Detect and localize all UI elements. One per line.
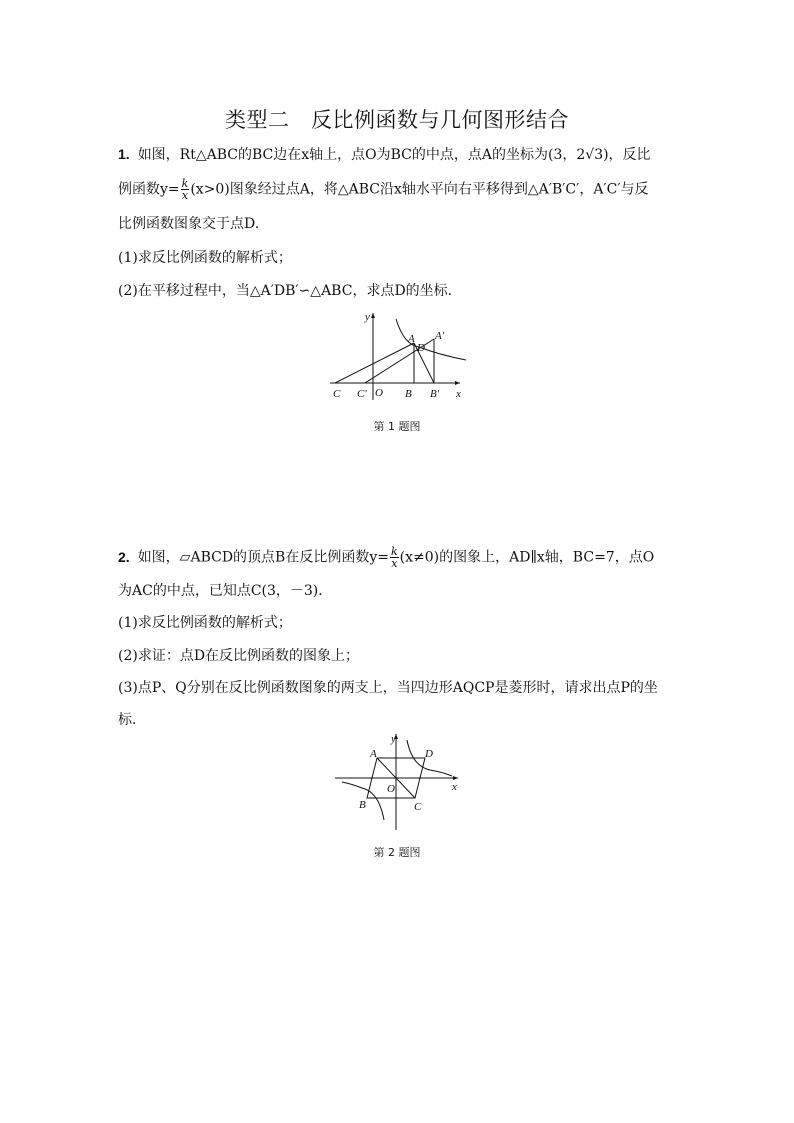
- q2-number: 2.: [118, 548, 130, 565]
- q1-fraction: [181, 178, 190, 201]
- q2-text-2: 为AC的中点，已知点C(3，－3)．: [118, 583, 333, 599]
- q1-label-A: A: [408, 333, 415, 345]
- q2-figure: [330, 730, 465, 833]
- q2-part1: (1)求反比例函数的解析式；: [118, 615, 292, 631]
- q1-label-C: C: [333, 388, 341, 400]
- q2-fraction: [390, 546, 399, 569]
- q1-label-B: B: [405, 388, 412, 400]
- q2-text-1a: 如图，▱ABCD的顶点B在反比例函数y=: [137, 549, 389, 566]
- q2-label-D: D: [425, 748, 433, 760]
- q1-x-arrow: [455, 381, 460, 385]
- q1-label-y: y: [365, 311, 370, 323]
- section-title: 类型二 反比例函数与几何图形结合: [225, 108, 569, 132]
- q1-figure: [320, 305, 470, 405]
- q2-frac-den: x: [391, 557, 398, 570]
- q1-label-A1: A′: [435, 330, 445, 342]
- q1-part1: (1)求反比例函数的解析式；: [118, 250, 292, 266]
- q2-x-arrow: [453, 776, 458, 780]
- q1-text-1: 如图，Rt△ABC的BC边在x轴上，点O为BC的中点，点A的坐标为(3，2√3)，反比: [137, 147, 651, 163]
- q1-frac-num: k: [181, 177, 189, 190]
- q2-label-C: C: [414, 801, 422, 813]
- q1-number: 1.: [118, 146, 130, 162]
- q1-hyperbola: [396, 319, 466, 360]
- q2-part3b: 标．: [118, 712, 146, 728]
- q1-line2: [118, 178, 649, 201]
- q2-label-x: x: [452, 781, 457, 793]
- q2-figure-caption: 第 2 题图: [373, 846, 421, 859]
- q2-text-1b: (x≠0)的图象上，AD∥x轴，BC=7，点O: [399, 549, 655, 566]
- q1-figure-caption: 第 1 题图: [373, 420, 421, 433]
- q1-y-arrow: [371, 313, 375, 318]
- q1-text-2b: (x>0)图象经过点A，将△ABC沿x轴水平向右平移得到△A′B′C′，A′C′与反: [190, 181, 649, 198]
- q1-label-D: D: [417, 342, 425, 354]
- q1-part2: (2)在平移过程中，当△A′DB′∽△ABC，求点D的坐标．: [118, 283, 462, 299]
- q2-part2: (2)求证：点D在反比例函数的图象上；: [118, 648, 360, 664]
- q2-part3a: (3)点P、Q分别在反比例函数图象的两支上，当四边形AQCP是菱形时，请求出点P的坐: [118, 680, 658, 696]
- q1-line1: [118, 144, 651, 165]
- q2-frac-num: k: [390, 545, 398, 558]
- q2-line1: [118, 546, 654, 569]
- q2-label-B: B: [359, 799, 366, 811]
- q1-label-B1: B′: [430, 388, 440, 400]
- q2-label-O: O: [387, 783, 395, 795]
- q1-label-O: O: [375, 387, 383, 399]
- q1-text-3: 比例函数图象交于点D.: [118, 216, 260, 232]
- q1-label-C1: C′: [357, 388, 367, 400]
- q2-label-y: y: [391, 733, 396, 745]
- q2-label-A: A: [370, 748, 377, 760]
- q1-text-2a: 例函数y=: [118, 181, 180, 198]
- q1-label-x: x: [456, 388, 461, 400]
- q1-frac-den: x: [181, 189, 189, 202]
